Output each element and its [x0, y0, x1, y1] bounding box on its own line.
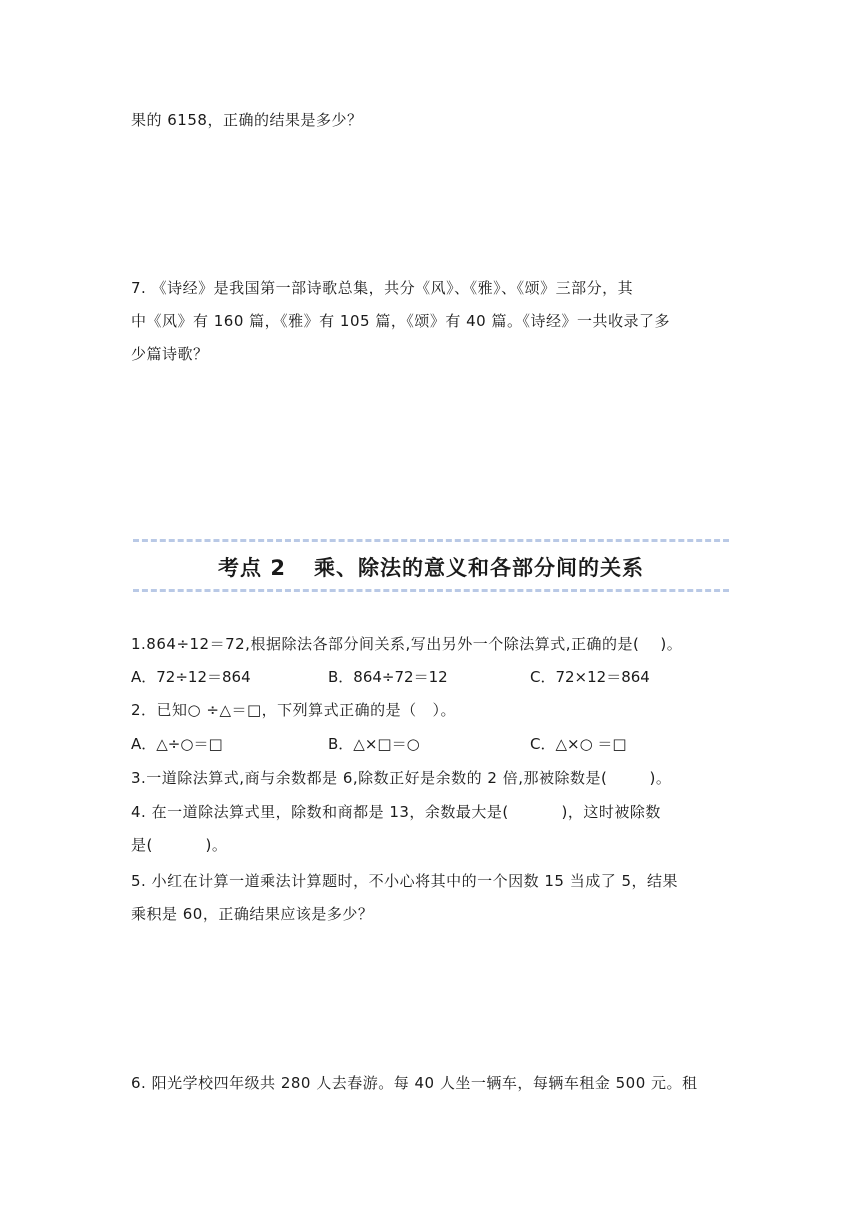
question-text-line: 1.864÷12＝72,根据除法各部分间关系,写出另外一个除法算式,正确的是( )。	[131, 635, 683, 653]
question-text-line: 5. 小红在计算一道乘法计算题时，不小心将其中的一个因数 15 当成了 5，结果	[131, 872, 679, 890]
option-a: A．72÷12＝864	[131, 668, 251, 686]
section-heading: 乘、除法的意义和各部分间的关系	[313, 556, 644, 580]
section-title	[133, 552, 729, 582]
option-c: C．72×12＝864	[530, 668, 650, 686]
option-b: B．864÷72＝12	[328, 668, 448, 686]
question-text-line: 是( )。	[131, 836, 228, 854]
section-label: 考点 2	[218, 556, 286, 580]
section-divider-top	[133, 539, 729, 542]
question-text-line: 3.一道除法算式,商与余数都是 6,除数正好是余数的 2 倍,那被除数是( )。	[131, 769, 672, 787]
question-text-line: 4. 在一道除法算式里，除数和商都是 13，余数最大是( )，这时被除数	[131, 803, 661, 821]
question-text-line: 中《风》有 160 篇，《雅》有 105 篇，《颂》有 40 篇。《诗经》一共收录了多	[131, 312, 670, 330]
question-text-line: 果的 6158，正确的结果是多少？	[131, 111, 363, 129]
question-text-line: 少篇诗歌？	[131, 345, 209, 363]
option-b: B．△×□＝○	[328, 735, 420, 753]
question-text-line: 乘积是 60，正确结果应该是多少？	[131, 905, 374, 923]
option-a: A．△÷○＝□	[131, 735, 223, 753]
option-c: C．△×○ ＝□	[530, 735, 627, 753]
section-divider-bottom	[133, 589, 729, 592]
question-text-line: 2．已知○ ÷△＝□，下列算式正确的是（ ）。	[131, 701, 456, 719]
question-text-line: 6. 阳光学校四年级共 280 人去春游。每 40 人坐一辆车，每辆车租金 500 元。租	[131, 1074, 698, 1092]
question-text-line: 7. 《诗经》是我国第一部诗歌总集，共分《风》、《雅》、《颂》三部分，其	[131, 279, 634, 297]
